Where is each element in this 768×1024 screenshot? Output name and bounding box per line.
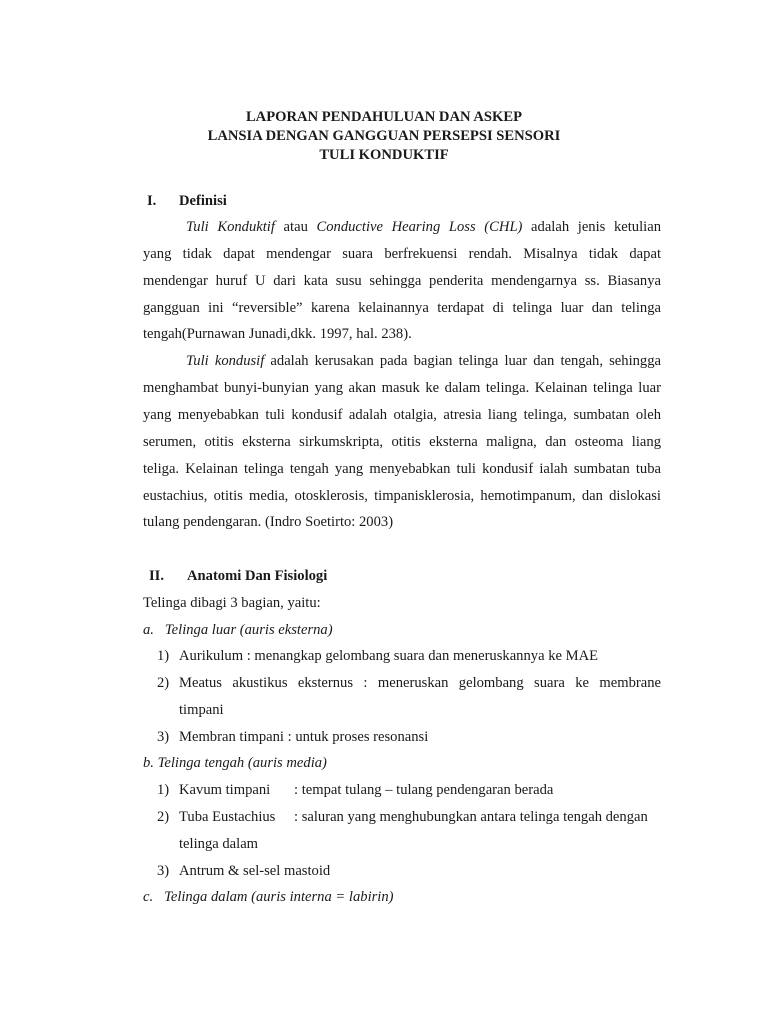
list-a-3-text: Membran timpani : untuk proses resonansi [179,729,429,745]
section-1-numeral: I. [147,193,157,209]
paragraph-1-line-4: gangguan ini “reversible” karena kelainannya terdapat di telinga luar dan telinga [143,300,661,316]
paragraph-2-line-4: serumen, otitis eksterna sirkumskripta, otitis eksterna maligna, dan osteoma liang [143,434,661,450]
section-2-intro: Telinga dibagi 3 bagian, yaitu: [143,595,321,611]
list-b-1-text: : tempat tulang – tulang pendengaran berada [294,782,554,798]
subsection-b-label: b. Telinga tengah (auris media) [143,755,327,771]
section-2-heading: Anatomi Dan Fisiologi [187,568,328,584]
paragraph-2-line-3: yang menyebabkan tuli kondusif adalah otalgia, atresia liang telinga, sumbatan oleh [143,407,661,423]
list-b-2-number: 2) [157,809,170,825]
paragraph-2-line-2: menghambat bunyi-bunyian yang akan masuk ke dalam telinga. Kelainan telinga luar [143,380,661,396]
paragraph-2-line-5: teliga. Kelainan telinga tengah yang menyebabkan tuli kondusif ialah sumbatan tuba [143,461,661,477]
list-b-1-term: Kavum timpani [179,782,271,798]
paragraph-1-line-1: Tuli Konduktif atau Conductive Hearing Loss (CHL) adalah jenis ketulian [186,219,661,235]
paragraph-1-line-2: yang tidak dapat mendengar suara berfrekuensi rendah. Misalnya tidak dapat [143,246,661,262]
list-a-1-number: 1) [157,648,170,664]
title-line-2: LANSIA DENGAN GANGGUAN PERSEPSI SENSORI [207,128,561,144]
section-2-numeral: II. [149,568,165,584]
list-b-1-number: 1) [157,782,170,798]
paragraph-1-line-3: mendengar huruf U dari kata susu sehingga penderita mendengarnya ss. Biasanya [143,273,661,289]
title-line-3: TULI KONDUKTIF [319,147,449,163]
list-a-2-number: 2) [157,675,170,691]
list-a-2-continuation: timpani [179,702,224,718]
list-a-1-text: Aurikulum : menangkap gelombang suara dan meneruskannya ke MAE [179,648,599,664]
list-b-2-continuation: telinga dalam [179,836,259,852]
list-a-3-number: 3) [157,729,170,745]
list-b-3-text: Antrum & sel-sel mastoid [179,863,331,879]
list-b-2-text: : saluran yang menghubungkan antara telinga tengah dengan [294,809,648,825]
list-a-2-text: Meatus akustikus eksternus : meneruskan gelombang suara ke membrane [179,675,661,691]
paragraph-2-line-7: tulang pendengaran. (Indro Soetirto: 2003) [143,514,394,530]
title-line-1: LAPORAN PENDAHULUAN DAN ASKEP [245,109,523,125]
subsection-a-label: a. Telinga luar (auris eksterna) [143,622,333,638]
paragraph-1-line-5: tengah(Purnawan Junadi,dkk. 1997, hal. 238). [143,326,412,342]
list-b-2-term: Tuba Eustachius [179,809,276,825]
subsection-c-label: c. Telinga dalam (auris interna = labirin) [143,889,394,905]
paragraph-2-line-1: Tuli kondusif adalah kerusakan pada bagian telinga luar dan tengah, sehingga [186,353,661,369]
section-1-heading: Definisi [179,193,227,209]
paragraph-2-line-6: eustachius, otitis media, otosklerosis, timpanisklerosia, hemotimpanum, dan dislokasi [143,488,661,504]
list-b-3-number: 3) [157,863,170,879]
